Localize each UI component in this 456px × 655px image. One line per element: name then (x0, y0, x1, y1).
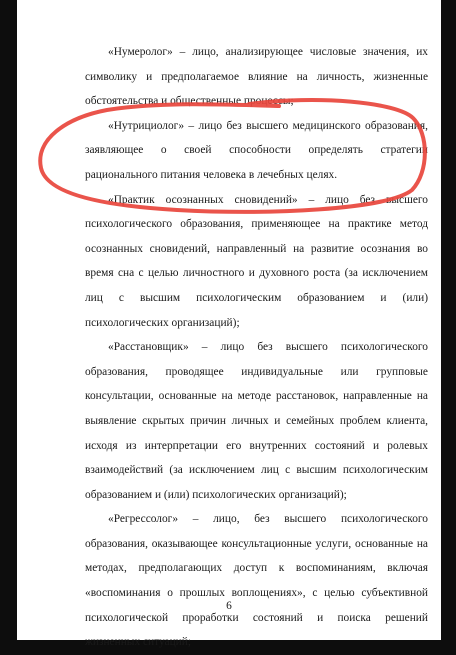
document-page (17, 0, 441, 649)
paragraph-numerologist: «Нумеролог» – лицо, анализирующее числовые значения, их символику и предполагаемое влияние на личность, жизненные обстоятельства и общественные процессы; (85, 46, 428, 108)
paragraph-lucid-dreaming-practitioner: «Практик осознанных сновидений» – лицо без высшего психологического образования, применяющее на практике метод осознанных сновидений, направленный на развитие осознания во время сна с целью личностного и духовного роста (за исключением лиц с высшим психологическим образованием и (или) психологических организаций); (85, 193, 428, 329)
page-number: 6 (226, 600, 232, 612)
paragraph-nutritionist: «Нутрициолог» – лицо без высшего медицинского образования, заявляющее о своей способности определять стратегии рационального питания человека в лечебных целях. (85, 119, 428, 181)
paragraph-regressologist: «Регрессолог» – лицо, без высшего психологического образования, оказывающее консультационные услуги, основанные на методах, предполагающих доступ к воспоминаниям, включая «воспоминания о прошлых воплощениях», с целью субъективной психологической проработки состояний и поиска решений жизненных ситуаций; (85, 513, 428, 649)
document-body (85, 40, 428, 655)
paragraph-constellator: «Расстановщик» – лицо без высшего психологического образования, проводящее индивидуальные или групповые консультации, основанные на методе расстановок, направленные на выявление скрытых причин личных и семейных проблем клиента, исходя из интерпретации его внутренних состояний и ролевых взаимодействий (за исключением лиц с высшим психологическим образованием и (или) психологических организаций); (85, 341, 428, 501)
